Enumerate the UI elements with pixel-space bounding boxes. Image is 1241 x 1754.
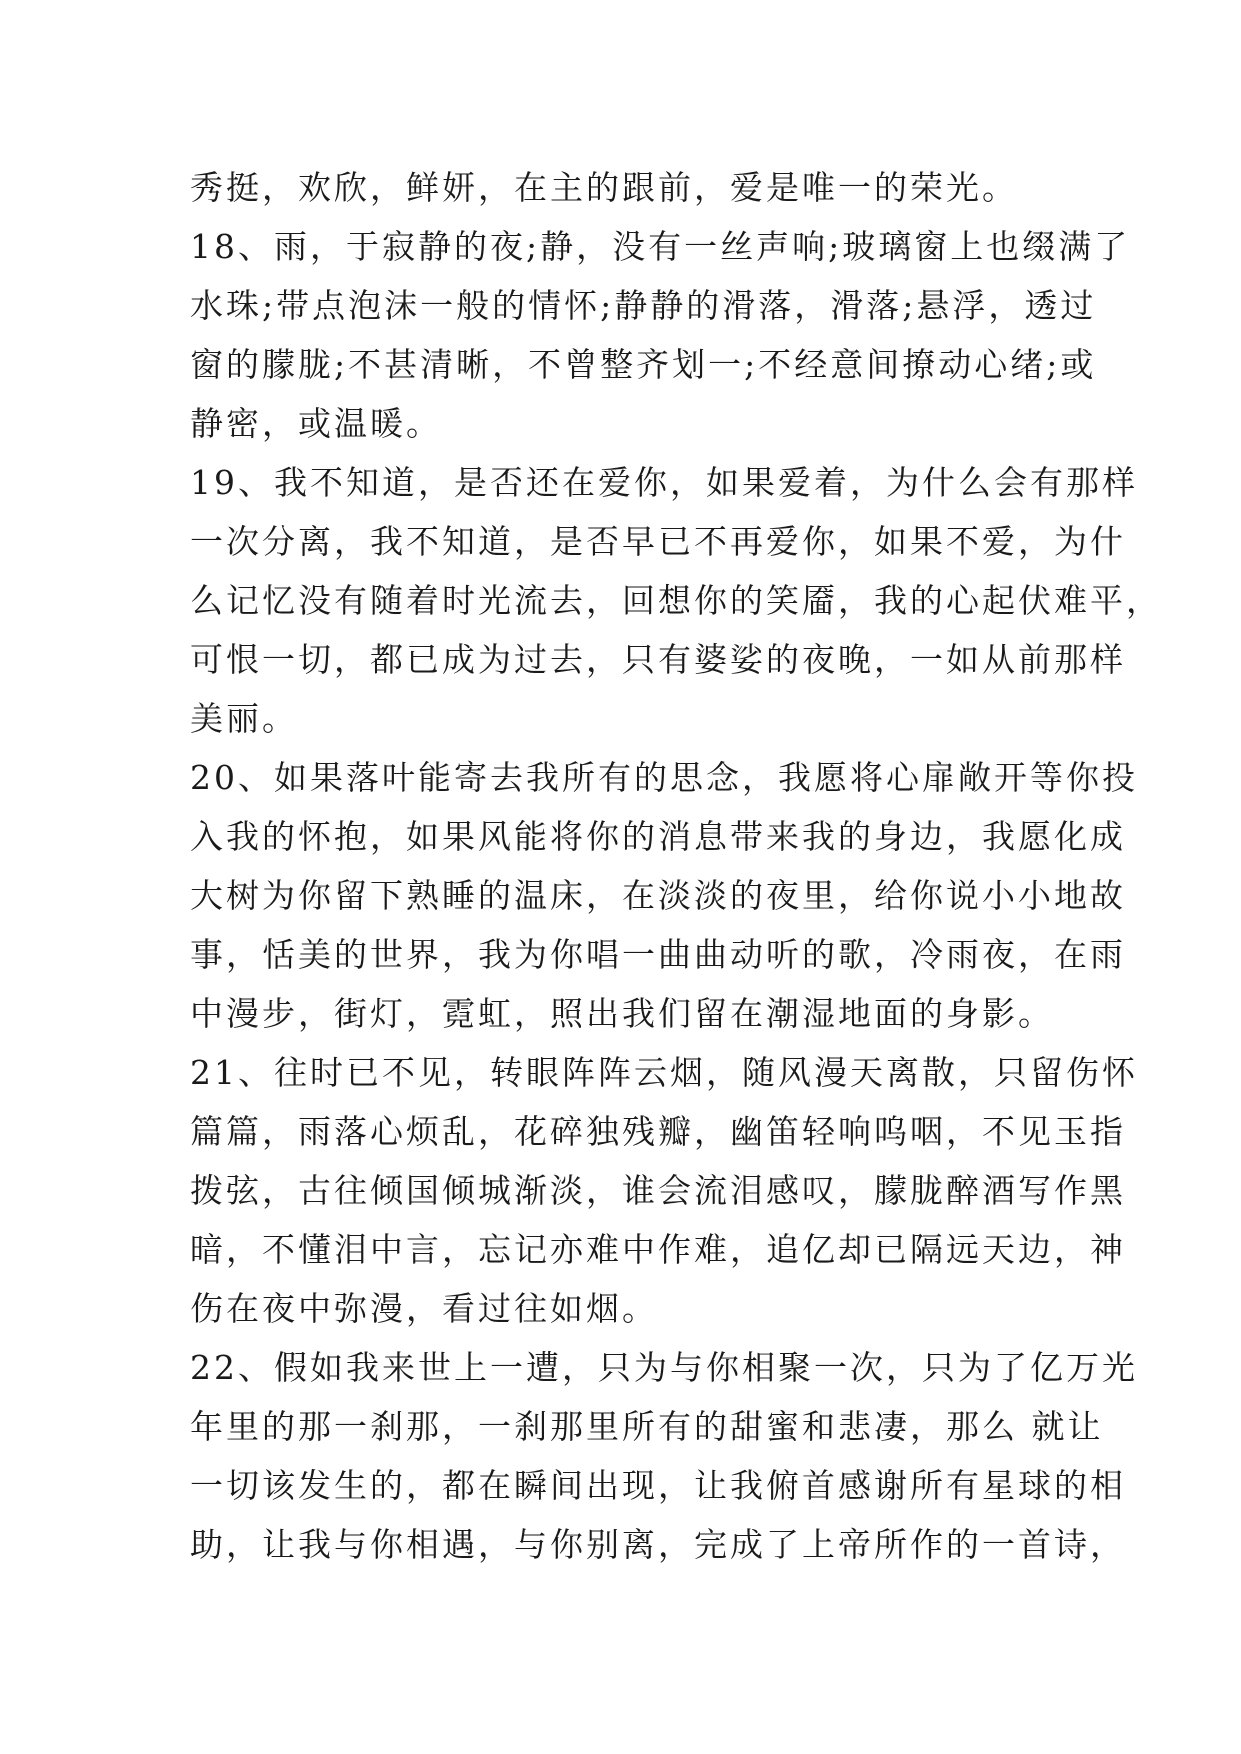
text-line: 一次分离，我不知道，是否早已不再爱你，如果不爱，为什	[190, 522, 1126, 561]
text-line: 静密，或温暖。	[190, 404, 442, 443]
text-line: 19、我不知道，是否还在爱你，如果爱着，为什么会有那样	[190, 463, 1138, 502]
text-line: 可恨一切，都已成为过去，只有婆娑的夜晚，一如从前那样	[190, 640, 1126, 679]
text-line: 伤在夜中弥漫，看过往如烟。	[190, 1289, 658, 1328]
document-body	[190, 158, 1162, 1574]
text-line: 篇篇，雨落心烦乱，花碎独残瓣，幽笛轻响呜咽，不见玉指	[190, 1112, 1126, 1151]
text-line: 助，让我与你相遇，与你别离，完成了上帝所作的一首诗，	[190, 1525, 1126, 1564]
text-line: 中漫步，街灯，霓虹，照出我们留在潮湿地面的身影。	[190, 994, 1054, 1033]
text-line: 水珠;带点泡沫一般的情怀;静静的滑落，滑落;悬浮，透过	[190, 286, 1097, 325]
text-line: 事，恬美的世界，我为你唱一曲曲动听的歌，冷雨夜，在雨	[190, 935, 1126, 974]
text-line: 18、雨，于寂静的夜;静，没有一丝声响;玻璃窗上也缀满了	[190, 227, 1131, 266]
text-line: 22、假如我来世上一遭，只为与你相聚一次，只为了亿万光	[190, 1348, 1138, 1387]
text-line: 秀挺，欢欣，鲜妍，在主的跟前，爱是唯一的荣光。	[190, 168, 1018, 207]
text-line: 拨弦，古往倾国倾城渐淡，谁会流泪感叹，朦胧醉酒写作黑	[190, 1171, 1126, 1210]
text-line: 美丽。	[190, 699, 298, 738]
text-line: 么记忆没有随着时光流去，回想你的笑靥，我的心起伏难平，	[190, 581, 1162, 620]
text-line: 20、如果落叶能寄去我所有的思念，我愿将心扉敞开等你投	[190, 758, 1138, 797]
text-line: 一切该发生的，都在瞬间出现，让我俯首感谢所有星球的相	[190, 1466, 1126, 1505]
text-line: 窗的朦胧;不甚清晰，不曾整齐划一;不经意间撩动心绪;或	[190, 345, 1097, 384]
text-line: 21、往时已不见，转眼阵阵云烟，随风漫天离散，只留伤怀	[190, 1053, 1138, 1092]
text-line: 年里的那一刹那，一刹那里所有的甜蜜和悲凄，那么 就让	[190, 1407, 1104, 1446]
text-line: 暗，不懂泪中言，忘记亦难中作难，追亿却已隔远天边，神	[190, 1230, 1126, 1269]
text-line: 入我的怀抱，如果风能将你的消息带来我的身边，我愿化成	[190, 817, 1126, 856]
text-line: 大树为你留下熟睡的温床，在淡淡的夜里，给你说小小地故	[190, 876, 1126, 915]
